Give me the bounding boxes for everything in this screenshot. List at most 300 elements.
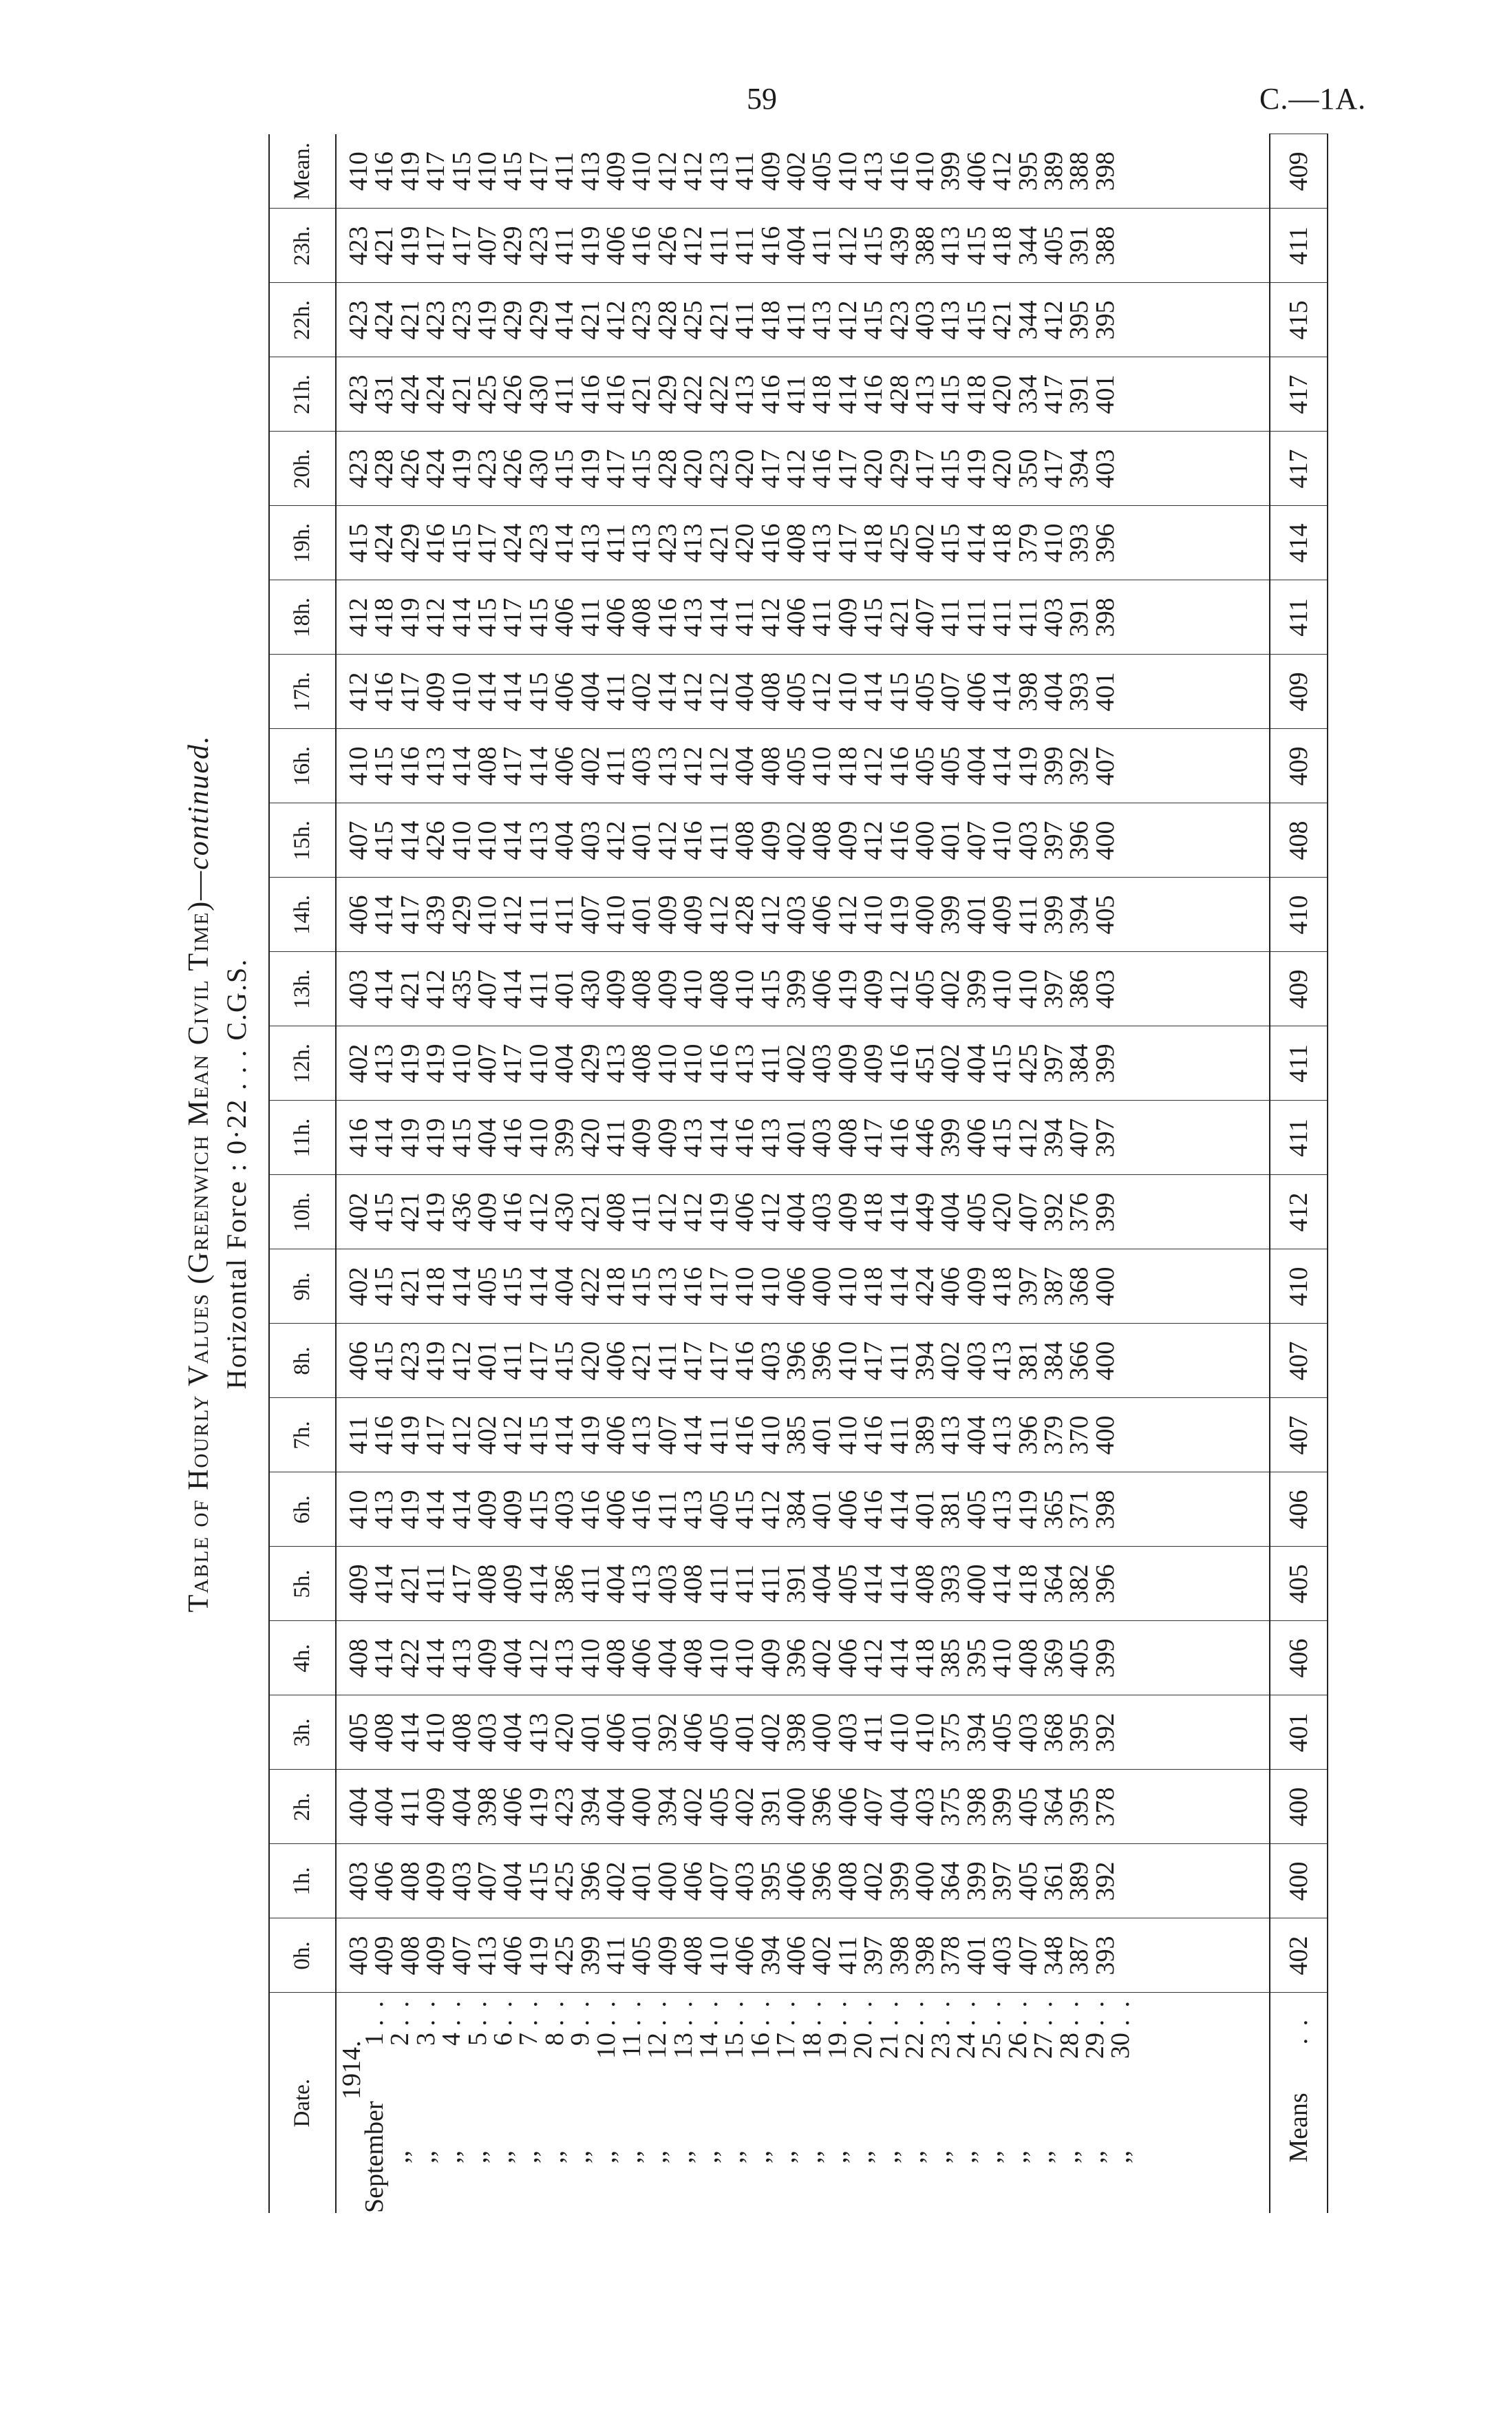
- hour-column: [336, 1101, 1270, 1175]
- value-cell: 402: [473, 1415, 502, 1455]
- value-cell: 430: [524, 449, 553, 489]
- value-cell: 406: [730, 1192, 760, 1232]
- hour-column: [336, 952, 1270, 1026]
- table-title-continued: continued.: [183, 734, 215, 870]
- value-cell: 411: [730, 1565, 760, 1603]
- value-cell: 403: [807, 1044, 837, 1083]
- value-cell: 403: [988, 1936, 1017, 1976]
- value-list: [346, 1102, 1118, 1174]
- value-cell: 412: [988, 151, 1017, 191]
- value-cell: 421: [988, 300, 1017, 340]
- value-cell: 389: [1039, 151, 1068, 191]
- value-cell: 421: [395, 1192, 425, 1232]
- value-cell: 419: [524, 1787, 553, 1827]
- value-cell: 397: [1090, 1118, 1120, 1158]
- value-cell: 406: [550, 672, 579, 712]
- value-cell: 399: [936, 1118, 966, 1158]
- day-number: 11: [617, 2033, 646, 2058]
- day-number: 9: [566, 2033, 595, 2046]
- value-cell: 386: [550, 1564, 579, 1604]
- value-cell: 408: [730, 820, 760, 860]
- mean-value: 414: [1270, 506, 1328, 580]
- value-cell: 414: [370, 895, 399, 935]
- value-cell: 413: [627, 1415, 657, 1455]
- value-cell: 414: [447, 746, 476, 786]
- value-cell: 402: [344, 1044, 373, 1083]
- value-list: [346, 1548, 1118, 1620]
- value-cell: 419: [447, 449, 476, 489]
- value-list: [346, 953, 1118, 1026]
- value-cell: 403: [961, 1341, 991, 1381]
- value-cell: 417: [421, 1415, 451, 1455]
- value-list: [346, 730, 1118, 803]
- day-number: 12: [643, 2033, 672, 2059]
- day-number: 15: [720, 2033, 749, 2059]
- value-cell: 416: [498, 1118, 528, 1158]
- value-cell: 415: [859, 597, 888, 637]
- value-cell: 413: [679, 523, 708, 563]
- value-cell: 393: [1065, 523, 1094, 563]
- value-cell: 401: [473, 1341, 502, 1381]
- value-cell: 364: [1039, 1787, 1068, 1827]
- mean-value: 407: [1270, 1324, 1328, 1398]
- value-cell: 412: [781, 449, 811, 489]
- column-header: 13h.: [269, 952, 336, 1026]
- value-cell: 412: [859, 746, 888, 786]
- value-cell: 395: [1065, 1787, 1094, 1827]
- value-cell: 381: [936, 1490, 966, 1529]
- ditto-mark: ,,: [849, 2150, 878, 2163]
- day-number: 3: [411, 2033, 440, 2046]
- day-row: [771, 1993, 801, 2213]
- value-cell: 411: [730, 301, 760, 339]
- value-cell: 401: [807, 1490, 837, 1529]
- value-cell: 400: [807, 1713, 837, 1753]
- hour-column: [336, 506, 1270, 580]
- value-cell: 405: [1065, 1638, 1094, 1678]
- value-cell: 409: [498, 1490, 528, 1529]
- value-cell: 415: [936, 449, 966, 489]
- value-cell: 408: [344, 1638, 373, 1678]
- value-cell: 420: [730, 523, 760, 563]
- year-label: 1914.: [337, 2040, 366, 2099]
- value-cell: 406: [961, 1118, 991, 1158]
- value-cell: 425: [550, 1936, 579, 1976]
- value-cell: 404: [652, 1638, 682, 1678]
- value-cell: 412: [704, 746, 734, 786]
- value-cell: 412: [679, 151, 708, 191]
- value-cell: 396: [1090, 1564, 1120, 1604]
- leader-dots: . .: [745, 1998, 775, 2026]
- value-cell: 400: [807, 1267, 837, 1306]
- value-cell: 408: [781, 523, 811, 563]
- means-label: Means: [1284, 2093, 1313, 2163]
- value-cell: 414: [524, 746, 553, 786]
- value-cell: 410: [447, 820, 476, 860]
- mean-value: 415: [1270, 283, 1328, 357]
- value-cell: 393: [1090, 1936, 1120, 1976]
- ditto-mark: ,,: [1029, 2150, 1058, 2163]
- value-cell: 409: [833, 1044, 862, 1083]
- value-cell: 401: [781, 1118, 811, 1158]
- value-cell: 410: [730, 1267, 760, 1306]
- value-cell: 408: [447, 1713, 476, 1753]
- value-cell: 409: [652, 1936, 682, 1976]
- value-cell: 406: [344, 1341, 373, 1381]
- column-header: 2h.: [269, 1770, 336, 1844]
- mean-value: 410: [1270, 1249, 1328, 1324]
- value-cell: 410: [447, 1044, 476, 1083]
- value-cell: 394: [652, 1787, 682, 1827]
- value-cell: 410: [575, 1638, 605, 1678]
- value-cell: 422: [395, 1638, 425, 1678]
- value-cell: 378: [1090, 1787, 1120, 1827]
- value-cell: 412: [447, 1415, 476, 1455]
- value-cell: 423: [704, 449, 734, 489]
- value-cell: 398: [961, 1787, 991, 1827]
- value-cell: 405: [1090, 895, 1120, 935]
- day-list: [362, 1993, 1134, 2213]
- value-cell: 419: [421, 1192, 451, 1232]
- page-number: 59: [747, 82, 777, 116]
- value-cell: 403: [807, 1192, 837, 1232]
- value-cell: 419: [395, 226, 425, 266]
- value-cell: 421: [704, 300, 734, 340]
- column-header: 22h.: [269, 283, 336, 357]
- value-cell: 414: [421, 1638, 451, 1678]
- value-cell: 429: [884, 449, 914, 489]
- value-cell: 414: [473, 672, 502, 712]
- value-cell: 414: [524, 1267, 553, 1306]
- table-subtitle: Horizontal Force : 0·22 . . . C.G.S.: [221, 957, 252, 1390]
- value-cell: 404: [961, 746, 991, 786]
- value-cell: 412: [498, 1415, 528, 1455]
- hour-column: [336, 134, 1270, 209]
- value-cell: 415: [859, 300, 888, 340]
- value-cell: 402: [756, 1713, 785, 1753]
- ditto-mark: ,,: [745, 2150, 775, 2163]
- mean-value: 409: [1270, 655, 1328, 729]
- value-cell: 386: [1065, 969, 1094, 1009]
- day-number: 26: [1003, 2033, 1032, 2059]
- value-cell: 403: [447, 1861, 476, 1901]
- value-cell: 416: [370, 672, 399, 712]
- column-header: 21h.: [269, 357, 336, 432]
- value-cell: 423: [884, 300, 914, 340]
- value-cell: 402: [807, 1936, 837, 1976]
- value-cell: 419: [395, 1118, 425, 1158]
- day-row: [488, 1993, 518, 2213]
- hour-column: [336, 1026, 1270, 1101]
- value-cell: 412: [679, 746, 708, 786]
- value-cell: 406: [627, 1638, 657, 1678]
- value-cell: 412: [756, 895, 785, 935]
- day-number: 10: [591, 2033, 621, 2059]
- leader-dots: . .: [385, 1998, 415, 2026]
- value-cell: 419: [575, 449, 605, 489]
- value-cell: 416: [421, 523, 451, 563]
- value-cell: 402: [730, 1787, 760, 1827]
- value-cell: 411: [601, 747, 631, 785]
- value-list: [346, 879, 1118, 951]
- value-cell: 411: [807, 226, 837, 265]
- value-cell: 410: [652, 1044, 682, 1083]
- value-cell: 421: [395, 1564, 425, 1604]
- value-cell: 401: [910, 1490, 939, 1529]
- value-cell: 406: [601, 226, 631, 266]
- value-cell: 420: [550, 1713, 579, 1753]
- value-cell: 414: [859, 672, 888, 712]
- value-cell: 415: [550, 1341, 579, 1381]
- value-cell: 414: [679, 1415, 708, 1455]
- value-cell: 414: [395, 820, 425, 860]
- value-cell: 408: [395, 1861, 425, 1901]
- value-cell: 412: [447, 1341, 476, 1381]
- value-cell: 423: [524, 226, 553, 266]
- value-cell: 407: [1013, 1936, 1043, 1976]
- value-cell: 415: [550, 449, 579, 489]
- value-cell: 406: [833, 1490, 862, 1529]
- day-number: 14: [694, 2033, 724, 2059]
- hour-column: [336, 1547, 1270, 1621]
- value-cell: 419: [1013, 746, 1043, 786]
- value-cell: 415: [370, 1192, 399, 1232]
- value-cell: 405: [1013, 1861, 1043, 1901]
- value-cell: 416: [730, 1341, 760, 1381]
- value-cell: 402: [936, 1044, 966, 1083]
- ditto-mark: ,,: [1106, 2150, 1136, 2163]
- value-cell: 411: [550, 896, 579, 934]
- value-cell: 395: [1065, 1713, 1094, 1753]
- value-cell: 404: [781, 226, 811, 266]
- value-cell: 409: [679, 895, 708, 935]
- value-cell: 416: [370, 151, 399, 191]
- column-header: 23h.: [269, 209, 336, 283]
- value-cell: 411: [884, 1342, 914, 1380]
- value-cell: 418: [833, 746, 862, 786]
- value-cell: 419: [704, 1192, 734, 1232]
- value-cell: 368: [1065, 1267, 1094, 1306]
- column-header: 18h.: [269, 580, 336, 655]
- value-cell: 417: [704, 1341, 734, 1381]
- value-cell: 446: [910, 1118, 939, 1158]
- value-cell: 413: [575, 523, 605, 563]
- value-cell: 413: [807, 523, 837, 563]
- hour-column: [336, 1472, 1270, 1547]
- leader-dots: . .: [1080, 1998, 1109, 2026]
- value-cell: 425: [679, 300, 708, 340]
- value-cell: 412: [756, 1490, 785, 1529]
- value-cell: 408: [679, 1564, 708, 1604]
- value-cell: 420: [730, 449, 760, 489]
- value-cell: 399: [1039, 895, 1068, 935]
- value-cell: 417: [498, 597, 528, 637]
- value-cell: 399: [988, 1787, 1017, 1827]
- mean-value: 411: [1270, 580, 1328, 655]
- leader-dots: . .: [1029, 1998, 1058, 2026]
- leader-dots: . .: [488, 1998, 518, 2026]
- value-cell: 407: [936, 672, 966, 712]
- value-cell: 364: [936, 1861, 966, 1901]
- day-row: [542, 1993, 568, 2213]
- value-cell: 384: [1065, 1044, 1094, 1083]
- mean-value: 406: [1270, 1472, 1328, 1547]
- value-cell: 413: [756, 1118, 785, 1158]
- day-number: 30: [1106, 2033, 1136, 2059]
- value-cell: 410: [344, 1490, 373, 1529]
- value-cell: 421: [627, 374, 657, 414]
- value-cell: 416: [395, 746, 425, 786]
- value-cell: 405: [344, 1713, 373, 1753]
- value-cell: 408: [627, 597, 657, 637]
- value-cell: 344: [1013, 300, 1043, 340]
- value-cell: 417: [859, 1341, 888, 1381]
- value-cell: 404: [447, 1787, 476, 1827]
- value-cell: 426: [421, 820, 451, 860]
- value-list: [346, 1697, 1118, 1769]
- value-cell: 418: [988, 523, 1017, 563]
- leader-dots: . .: [823, 1998, 853, 2026]
- value-cell: 406: [781, 1861, 811, 1901]
- value-cell: 408: [601, 1192, 631, 1232]
- leader-dots: . .: [694, 1998, 724, 2026]
- page-reference: C.—1A.: [1259, 82, 1367, 116]
- value-cell: 405: [627, 1936, 657, 1976]
- value-cell: 428: [652, 449, 682, 489]
- value-cell: 412: [679, 672, 708, 712]
- ditto-mark: ,,: [437, 2150, 467, 2163]
- value-list: [346, 1399, 1118, 1472]
- value-cell: 424: [370, 523, 399, 563]
- value-cell: 393: [936, 1564, 966, 1604]
- hour-column: [336, 878, 1270, 952]
- value-cell: 402: [344, 1267, 373, 1306]
- value-cell: 394: [961, 1713, 991, 1753]
- table-title-main: Table of Hourly Values (Greenwich Mean Civil Time): [183, 900, 215, 1613]
- value-cell: 400: [1090, 1267, 1120, 1306]
- value-cell: 410: [730, 969, 760, 1009]
- ditto-mark: ,,: [462, 2150, 492, 2163]
- value-cell: 411: [833, 1936, 862, 1975]
- day-number: 6: [488, 2033, 518, 2046]
- value-cell: 412: [421, 597, 451, 637]
- value-cell: 404: [344, 1787, 373, 1827]
- column-header: 11h.: [269, 1101, 336, 1175]
- value-cell: 405: [961, 1490, 991, 1529]
- value-cell: 409: [833, 1192, 862, 1232]
- value-cell: 419: [524, 1936, 553, 1976]
- value-cell: 388: [1090, 226, 1120, 266]
- value-cell: 402: [781, 820, 811, 860]
- value-cell: 411: [395, 1788, 425, 1826]
- value-cell: 413: [807, 300, 837, 340]
- value-cell: 401: [1090, 672, 1120, 712]
- value-cell: 410: [473, 820, 502, 860]
- value-cell: 397: [859, 1936, 888, 1976]
- value-cell: 361: [1039, 1861, 1068, 1901]
- value-cell: 410: [910, 151, 939, 191]
- value-cell: 401: [550, 969, 579, 1009]
- value-cell: 411: [575, 598, 605, 637]
- value-cell: 415: [370, 746, 399, 786]
- day-number: 18: [797, 2033, 827, 2059]
- day-row: [951, 1993, 981, 2213]
- value-cell: 394: [1065, 895, 1094, 935]
- column-header: 5h.: [269, 1547, 336, 1621]
- value-cell: 403: [730, 1861, 760, 1901]
- value-cell: 412: [421, 969, 451, 1009]
- value-cell: 412: [833, 895, 862, 935]
- value-cell: 414: [447, 597, 476, 637]
- value-cell: 412: [524, 1638, 553, 1678]
- value-cell: 413: [936, 300, 966, 340]
- value-cell: 418: [601, 1267, 631, 1306]
- value-cell: 405: [833, 1564, 862, 1604]
- day-row: [745, 1993, 775, 2213]
- value-cell: 422: [704, 374, 734, 414]
- value-cell: 406: [730, 1936, 760, 1976]
- column-header: 16h.: [269, 729, 336, 803]
- value-cell: 411: [421, 1565, 451, 1603]
- value-cell: 421: [627, 1341, 657, 1381]
- value-cell: 414: [395, 1713, 425, 1753]
- ditto-mark: ,,: [668, 2150, 698, 2163]
- value-cell: 414: [884, 1490, 914, 1529]
- value-cell: 409: [370, 1936, 399, 1976]
- value-cell: 421: [447, 374, 476, 414]
- hour-column: [336, 655, 1270, 729]
- value-cell: 411: [1013, 598, 1043, 637]
- value-cell: 419: [961, 449, 991, 489]
- day-row: [902, 1993, 928, 2213]
- value-cell: 419: [575, 1415, 605, 1455]
- day-row: [516, 1993, 542, 2213]
- value-cell: 413: [370, 1044, 399, 1083]
- value-cell: 415: [627, 1267, 657, 1306]
- value-cell: 404: [961, 1415, 991, 1455]
- leader-dots: . .: [360, 1998, 389, 2026]
- value-cell: 416: [859, 374, 888, 414]
- value-cell: 409: [961, 1267, 991, 1306]
- day-number: 17: [771, 2033, 801, 2059]
- value-cell: 409: [473, 1490, 502, 1529]
- value-cell: 439: [884, 226, 914, 266]
- value-cell: 412: [859, 1638, 888, 1678]
- value-cell: 401: [575, 1713, 605, 1753]
- value-cell: 428: [730, 895, 760, 935]
- value-cell: 396: [1013, 1415, 1043, 1455]
- value-cell: 429: [447, 895, 476, 935]
- value-cell: 423: [344, 374, 373, 414]
- value-cell: 412: [498, 895, 528, 935]
- value-cell: 411: [756, 1565, 785, 1603]
- value-cell: 410: [601, 895, 631, 935]
- value-cell: 416: [730, 1415, 760, 1455]
- value-cell: 416: [601, 374, 631, 414]
- value-cell: 399: [936, 895, 966, 935]
- value-cell: 424: [910, 1267, 939, 1306]
- value-cell: 410: [524, 1044, 553, 1083]
- value-cell: 408: [833, 1861, 862, 1901]
- value-cell: 424: [395, 374, 425, 414]
- value-cell: 408: [1013, 1638, 1043, 1678]
- column-header: 17h.: [269, 655, 336, 729]
- column-header: 19h.: [269, 506, 336, 580]
- value-list: [346, 1474, 1118, 1546]
- value-cell: 411: [859, 1713, 888, 1752]
- value-cell: 411: [627, 1193, 657, 1231]
- value-cell: 414: [988, 672, 1017, 712]
